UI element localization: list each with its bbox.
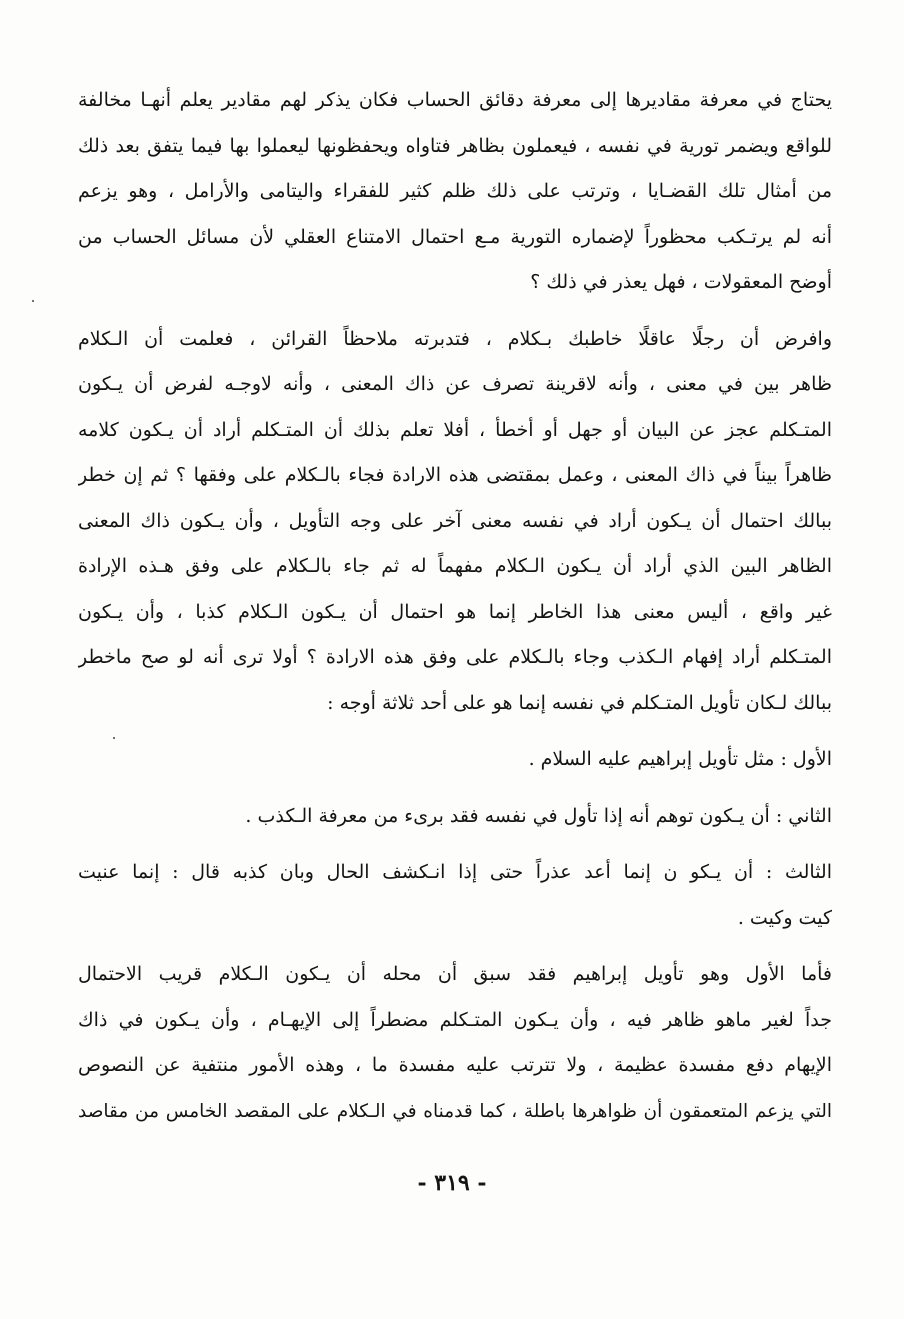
paragraph-gap: [78, 941, 832, 952]
text-line: يحتاج في معرفة مقاديرها إلى معرفة دقائق الحساب فكان يذكر لهم مقادير يعلم أنهـا مخالفة: [78, 89, 832, 111]
text-line: المتـكلم أراد إفهام الـكذب وجاء بالـكلام على وفق هذه الارادة ؟ أولا ترى أنه لو صح ماخطر: [78, 646, 832, 668]
text-line: جداً لغير ماهو ظاهر فيه ، وأن يـكون المتـكلم مضطراً إلى الإيهـام ، وأن يـكون في ذاك: [78, 1008, 832, 1031]
text-line: أوضح المعقولات ، فهل يعذر في ذلك ؟: [530, 271, 832, 293]
text-line: الأول : مثل تأويل إبراهيم عليه السلام .: [528, 748, 832, 770]
text-line: التي يزعم المتعمقون أن ظواهرها باطلة ، كما قدمناه في الـكلام على المقصد الخامس من مقاصد: [78, 1100, 832, 1122]
scan-speck: [113, 737, 115, 739]
text-line: الثالث : أن يـكو ن إنما أعد عذراً حتى إذا انـكشف الحال وبان كذبه قال : إنما عنيت: [78, 861, 832, 883]
text-line: غير واقع ، أليس معنى هذا الخاطر إنما هو احتمال أن يـكون الـكلام كذبا ، وأن يـكون: [78, 600, 832, 623]
paragraph-gap: [78, 783, 832, 794]
paragraph-gap: [78, 726, 832, 737]
paragraph-gap: [78, 306, 832, 317]
text-line: ببالك لـكان تأويل المتـكلم في نفسه إنما هو على أحد ثلاثة أوجه :: [327, 691, 832, 714]
text-line: الثاني : أن يـكون توهم أنه إذا تأول في نفسه فقد برىء من معرفة الـكذب .: [245, 804, 832, 827]
text-line: أنه لم يرتـكب محظوراً لإضماره التورية مـع احتمال الامتناع العقلي لأن مسائل الحساب من: [78, 225, 832, 248]
text-line: للواقع ويضمر تورية في نفسه ، فيعملون بظاهر فتاواه ويحفظونها ليعملوا بها فيما يتفق بعد ذلك: [78, 134, 832, 157]
scan-speck: [32, 300, 34, 302]
text-line: وافرض أن رجلًا عاقلًا خاطبك بـكلام ، فتدبرته ملاحظاً القرائن ، فعلمت أن الـكلام: [78, 327, 832, 350]
text-line: ظاهر بين في معنى ، وأنه لاقرينة تصرف عن ذاك المعنى ، وأنه لاوجـه لفرض أن يـكون: [78, 373, 832, 395]
text-line: فأما الأول وهو تأويل إبراهيم فقد سبق أن محله أن يـكون الـكلام قريب الاحتمال: [78, 963, 832, 985]
text-line: الإيهام دفع مفسدة عظيمة ، ولا تترتب عليه مفسدة ما ، وهذه الأمور منتفية عن النصوص: [78, 1054, 832, 1076]
page-number: - ٣١٩ -: [417, 1170, 487, 1196]
text-line: الظاهر البين الذي أراد أن يـكون الـكلام مفهماً له ثم جاء بالـكلام على وفق هـذه الإرادة: [78, 555, 832, 577]
text-line: كيت وكيت .: [737, 906, 832, 929]
text-line: ظاهراً بيناً في ذاك المعنى ، وعمل بمقتضى هذه الارادة فجاء بالـكلام على وفقها ؟ ثم إن خطر: [78, 464, 832, 486]
paragraph-gap: [78, 839, 832, 850]
text-line: من أمثال تلك القضـايا ، وترتب على ذلك ظلم كثير للفقراء واليتامى والأرامل ، وهو يزعم: [78, 180, 832, 202]
text-line: المتـكلم عجز عن البيان أو جهل أو أخطأ ، أفلا تعلم بذلك أن المتـكلم أراد أن يـكون كلامه: [78, 418, 832, 441]
page-body-text: [78, 78, 832, 1134]
text-line: ببالك احتمال أن يـكون أراد في نفسه معنى آخر على وجه التأويل ، وأن يـكون ذاك المعنى: [78, 509, 832, 532]
